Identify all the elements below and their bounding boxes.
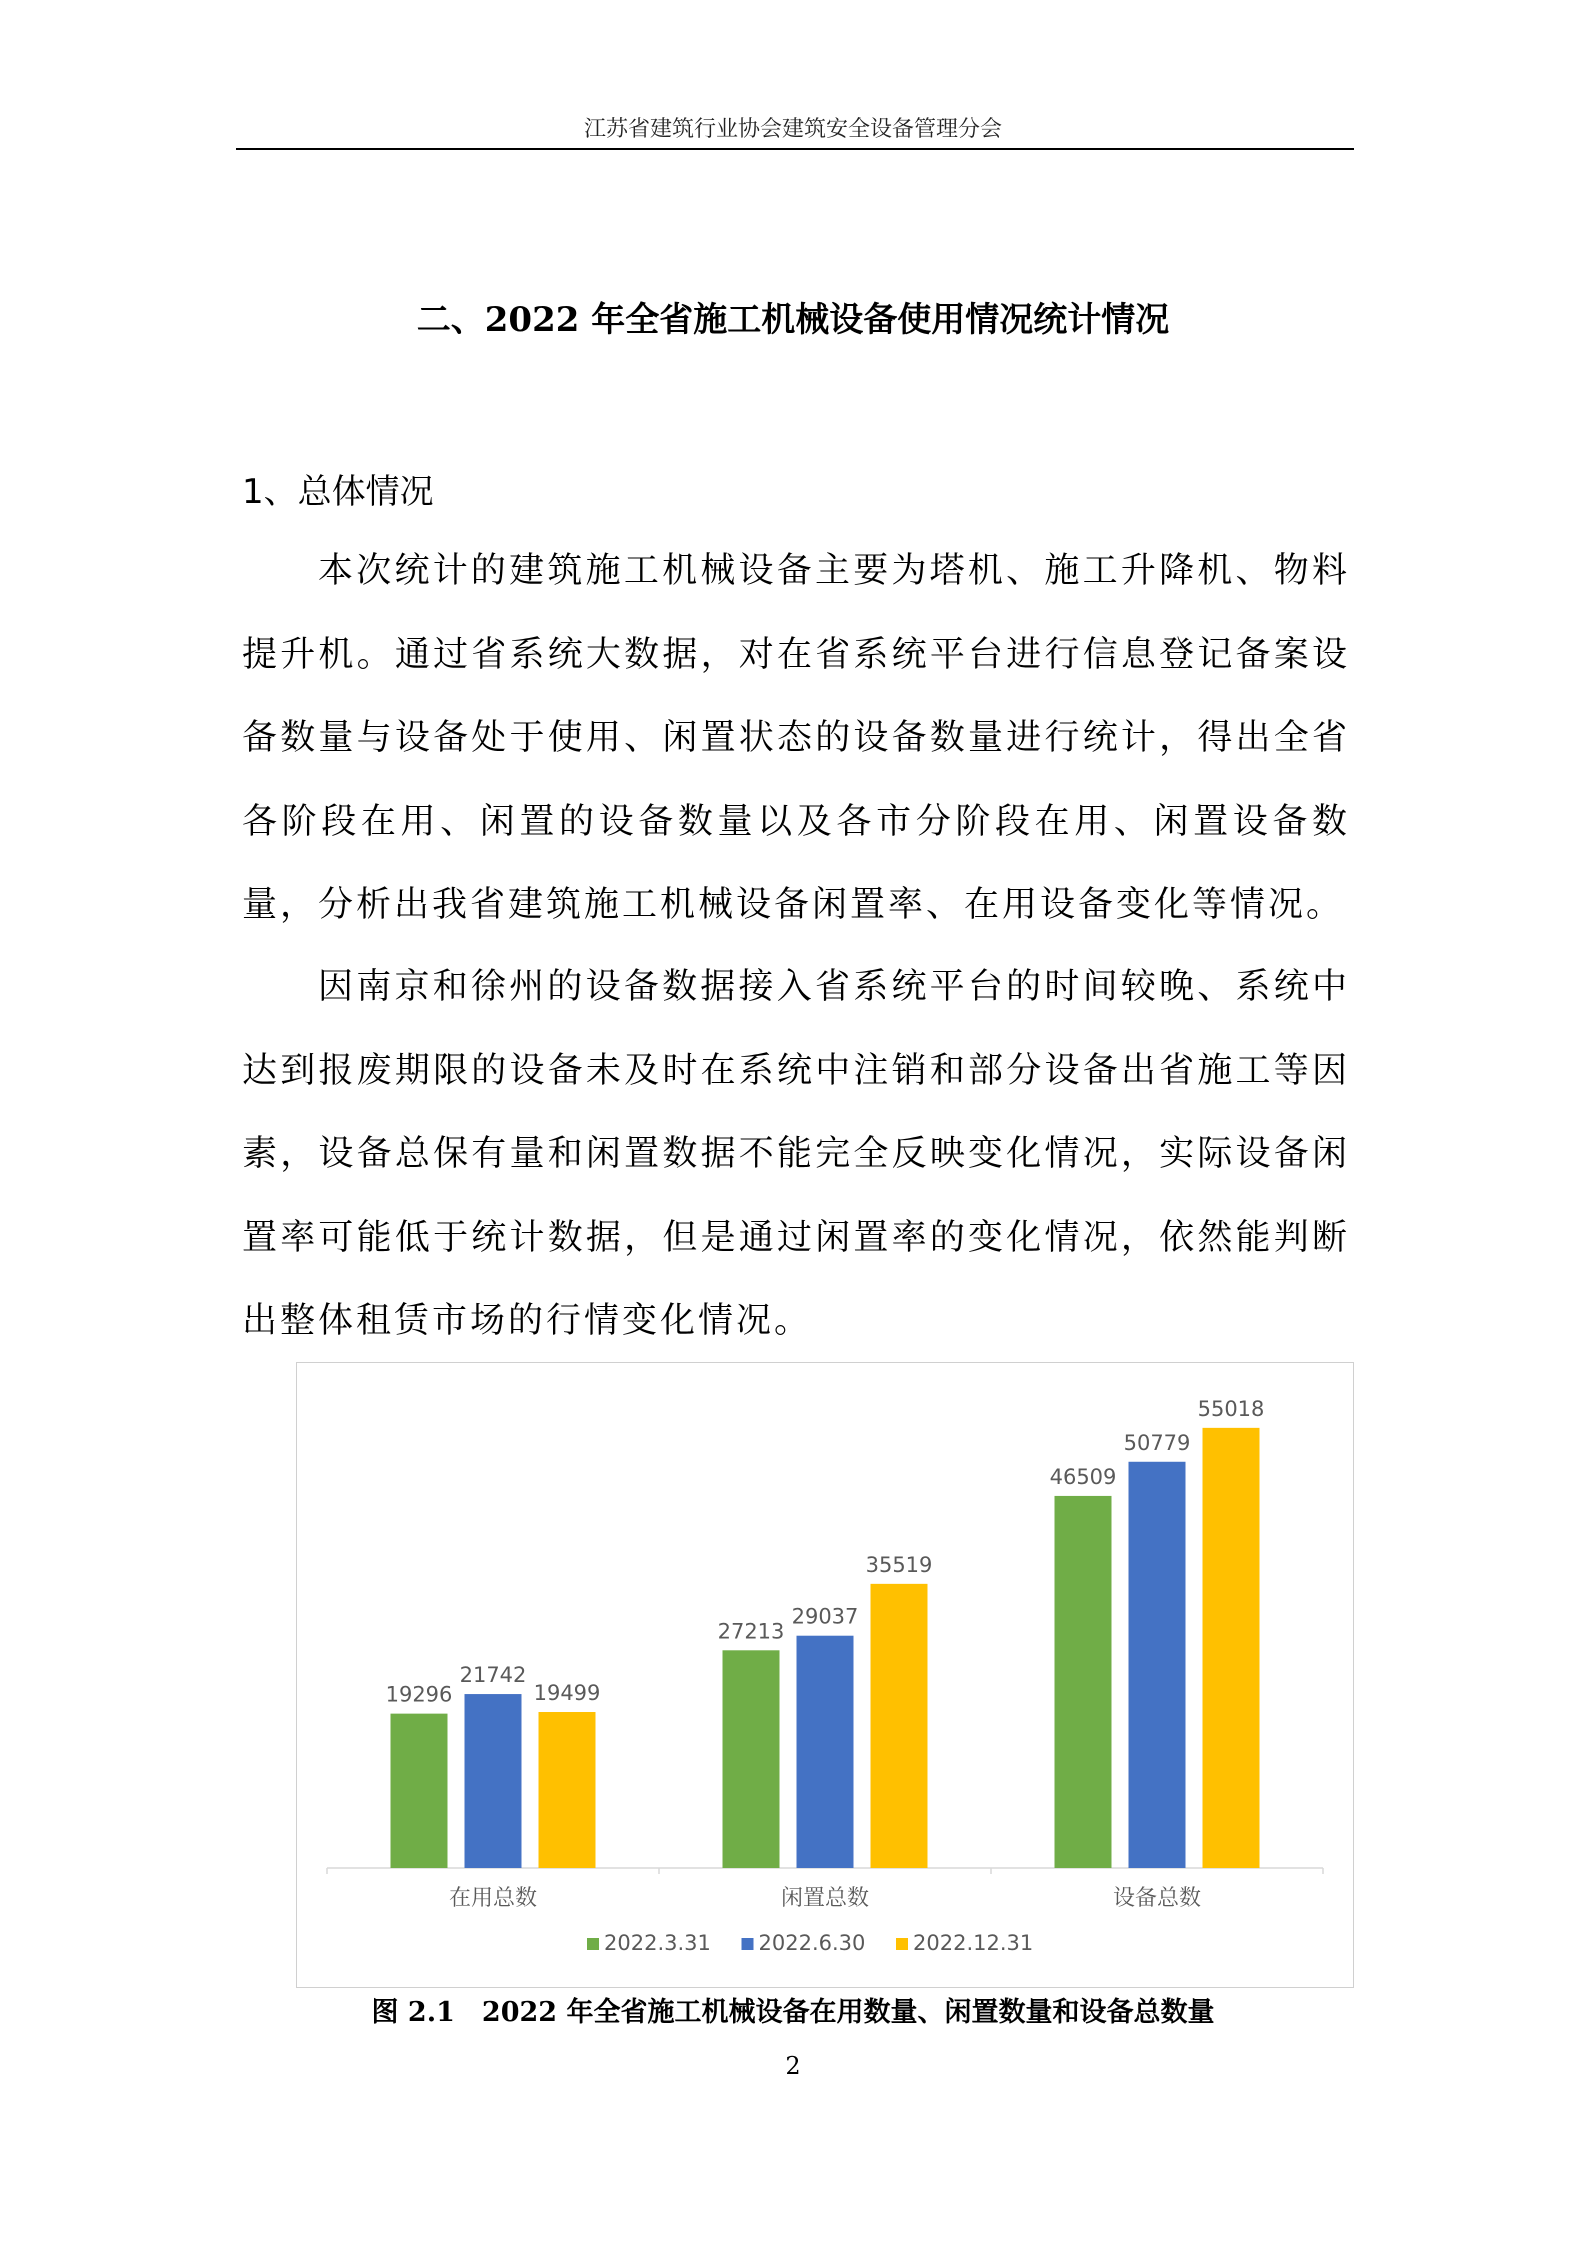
- legend-label: 2022.3.31: [604, 1931, 711, 1955]
- page-header: 江苏省建筑行业协会建筑安全设备管理分会: [583, 117, 1002, 142]
- bar-2022.12.31-设备总数: [1203, 1428, 1260, 1868]
- legend-swatch-2022.3.31: [587, 1938, 599, 1950]
- bar-2022.12.31-在用总数: [539, 1712, 596, 1868]
- bar-2022.6.30-在用总数: [465, 1694, 522, 1868]
- bar-2022.12.31-闲置总数: [871, 1584, 928, 1868]
- legend-label: 2022.12.31: [913, 1931, 1034, 1955]
- data-label: 35519: [865, 1552, 933, 1577]
- data-label: 21742: [459, 1663, 527, 1688]
- legend-swatch-2022.6.30: [742, 1938, 754, 1950]
- legend-label: 2022.6.30: [758, 1931, 866, 1955]
- bar-2022.6.30-设备总数: [1129, 1462, 1186, 1868]
- subsection-title: 1、总体情况: [242, 472, 434, 512]
- category-label: 在用总数: [448, 1886, 538, 1911]
- data-label: 19499: [533, 1681, 601, 1706]
- page-number: 2: [785, 2052, 801, 2080]
- figure-caption: 图 2.1 2022 年全省施工机械设备在用数量、闲置数量和设备总数量: [371, 1997, 1215, 2028]
- section-title: 二、2022 年全省施工机械设备使用情况统计情况: [416, 300, 1170, 340]
- data-label: 19296: [385, 1682, 453, 1707]
- category-label: 设备总数: [1112, 1886, 1202, 1911]
- bar-2022.6.30-闲置总数: [797, 1636, 854, 1868]
- category-label: 闲置总数: [780, 1886, 870, 1911]
- bar-2022.3.31-闲置总数: [723, 1650, 780, 1868]
- bar-2022.3.31-在用总数: [391, 1714, 448, 1868]
- data-label: 29037: [791, 1604, 859, 1629]
- header-divider: [236, 148, 1354, 150]
- paragraph-1: 本次统计的建筑施工机械设备主要为塔机、施工升降机、物料提升机。通过省系统大数据，对在省系统平台进行信息登记备案设备数量与设备处于使用、闲置状态的设备数量进行统计，得出全省各阶段在用、闲置的设备数量以及各市分阶段在用、闲置设备数量，分析出我省建筑施工机械设备闲置率、在用设备变化等情况。: [242, 551, 1350, 925]
- data-label: 55018: [1197, 1396, 1265, 1421]
- chart-svg: [297, 1363, 1353, 1987]
- bar-2022.3.31-设备总数: [1055, 1496, 1112, 1868]
- paragraph-2: 因南京和徐州的设备数据接入省系统平台的时间较晚、系统中达到报废期限的设备未及时在系统中注销和部分设备出省施工等因素，设备总保有量和闲置数据不能完全反映变化情况，实际设备闲置率可能低于统计数据，但是通过闲置率的变化情况，依然能判断出整体租赁市场的行情变化情况。: [242, 967, 1350, 1341]
- bar-chart: [296, 1362, 1354, 1988]
- data-label: 27213: [717, 1619, 785, 1644]
- legend-swatch-2022.12.31: [896, 1938, 908, 1950]
- data-label: 46509: [1049, 1464, 1117, 1489]
- data-label: 50779: [1123, 1430, 1191, 1455]
